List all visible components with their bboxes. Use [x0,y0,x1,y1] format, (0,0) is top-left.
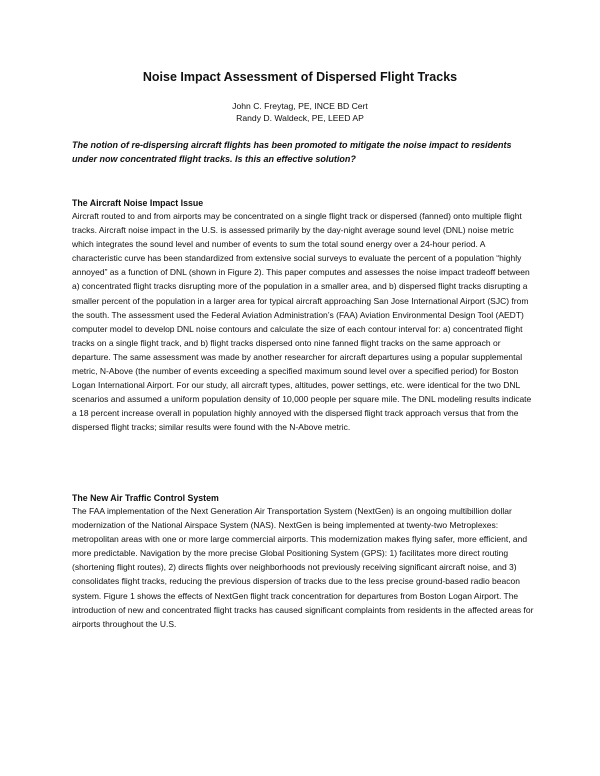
author-1: John C. Freytag, PE, INCE BD Cert [232,101,368,111]
section-body-air-traffic-control: The FAA implementation of the Next Generation Air Transportation System (NextGen) is an ongoing multibillion dollar modernization of the National Airspace System (NAS). NextGen is being implemented at twenty-two Metroplexes: metropolitan areas with one or more large commercial airports. This modernization makes flying safer, more efficient, and more predictable. Navigation by the more precise Global Positioning System (GPS): 1) facilitates more direct routing (shortening flight routes), 2) directs flights over neighborhoods not previously receiving significant aircraft noise, and 3) consolidates flight tracks, reducing the previous dispersion of tracks due to the less precise ground-based radio beacon system. Figure 1 shows the effects of NextGen flight track concentration for departures from Boston Logan Airport. The introduction of new and concentrated flight tracks has caused significant complaints from residents in the affected areas for airports throughout the U.S. [72,506,534,629]
paper-title: Noise Impact Assessment of Dispersed Flight Tracks [142,70,458,84]
section-heading-noise-impact: The Aircraft Noise Impact Issue [72,198,204,208]
section-body-noise-impact: Aircraft routed to and from airports may be concentrated on a single flight track or dispersed (fanned) onto multiple flight tracks. Aircraft noise impact in the U.S. is assessed primarily by the day-night average sound level (DNL) noise metric which integrates the sound level and number of events to sum the total sound energy over a 24-hour period. A characteristic curve has been standardized from extensive social surveys to evaluate the percent of a population “highly annoyed” as a function of DNL (shown in Figure 2). This paper computes and assesses the noise impact tradeoff between a) concentrated flight tracks disrupting more of the population in a smaller area, and b) dispersed flight tracks disrupting a smaller percent of the population in a larger area for typical aircraft approaching San Jose International Airport (SJC) from the south. The assessment used the Federal Aviation Administration’s (FAA) Aviation Environmental Design Tool (AEDT) computer model to develop DNL noise contours and calculate the size of each contour interval for: a) concentrated flight tracks on a single flight track, and b) flight tracks dispersed onto nine fanned flight tracks on the same approach or departure. The same assessment was made by another researcher for aircraft departures using a popular supplemental metric, N-Above (the number of events exceeding a specified maximum sound level over a specified period) for Boston Logan International Airport. For our study, all aircraft types, altitudes, power settings, etc. were identical for the two DNL scenarios and assumed a uniform population density of 10,000 people per square mile. The DNL modeling results indicate a 18 percent increase overall in population highly annoyed with the dispersed flight track approach versus that from the dispersed flight tracks; similar results were found with the N-Above metric. [72,211,532,433]
abstract: The notion of re-dispersing aircraft flights has been promoted to mitigate the noise impact to residents under now concentrated flight tracks. Is this an effective solution? [72,140,512,164]
author-2: Randy D. Waldeck, PE, LEED AP [236,113,364,123]
section-heading-air-traffic-control: The New Air Traffic Control System [72,493,219,503]
